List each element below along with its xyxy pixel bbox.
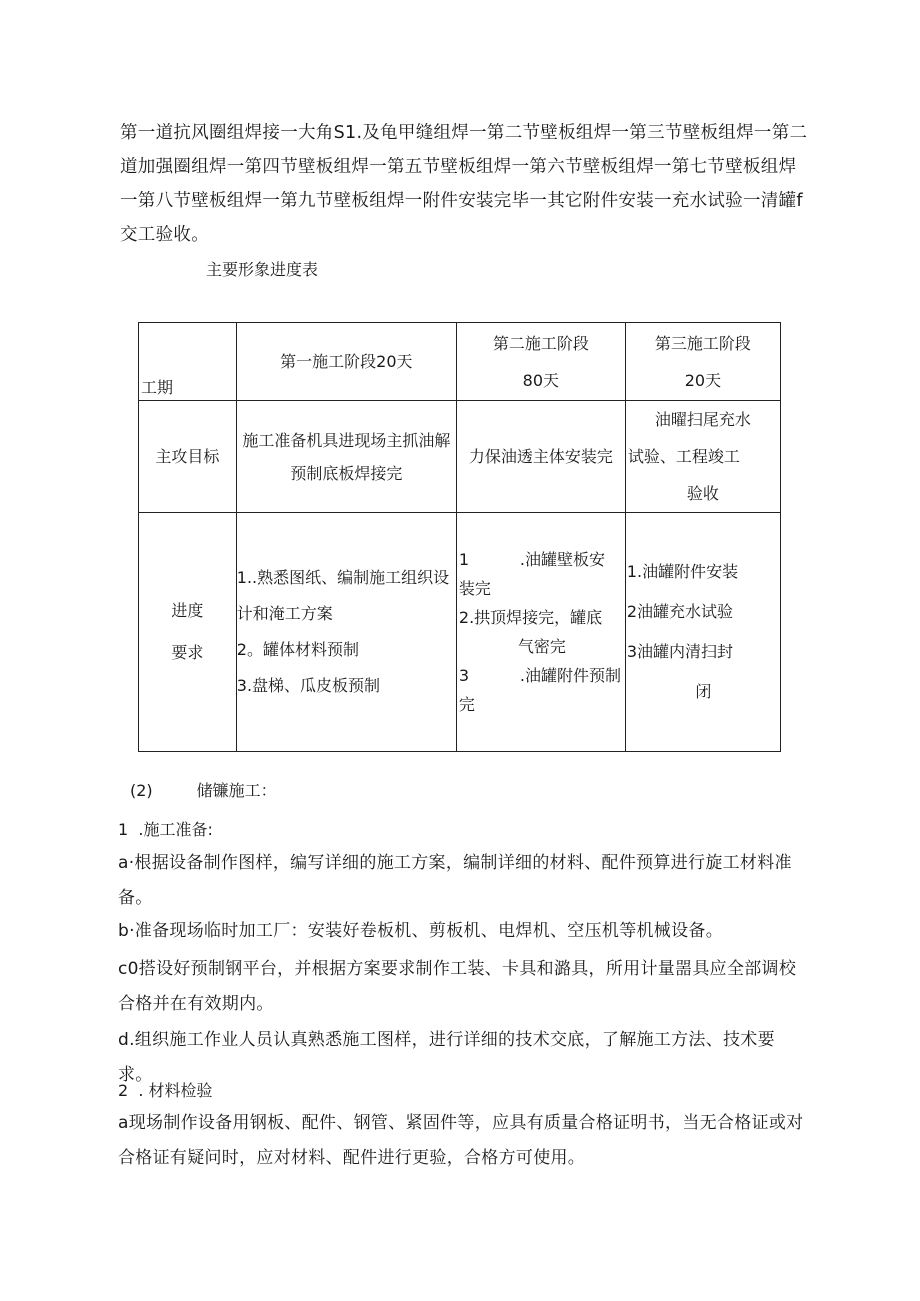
- goal-label-cell: [139, 401, 237, 513]
- goal-stage3-cell: [625, 401, 780, 513]
- header-stage2-days: 80天: [522, 370, 560, 390]
- paragraph-a: a·根据设备制作图样，编写详细的施工方案，编制详细的材料、配件预算进行旋工材料准备。: [118, 853, 792, 908]
- req-label-line2: 要求: [171, 643, 204, 662]
- goal-stage2-cell: [456, 401, 625, 513]
- section-number: (2): [130, 781, 153, 800]
- req-stage3-item: 1.油罐附件安装: [626, 562, 739, 581]
- goal-stage1-cell: [236, 401, 456, 513]
- section-title: 储镰施工：: [196, 781, 277, 800]
- header-stage1-label: 第一施工阶段20天: [280, 352, 413, 371]
- req-stage2-item: 1 .油罐壁板安: [458, 550, 606, 569]
- header-stage3-cell: [625, 323, 780, 401]
- req-label-cell: [139, 513, 237, 752]
- section-heading: [130, 778, 277, 801]
- goal-stage1-line2: 预制底板焊接完: [290, 463, 403, 483]
- req-stage2-item: 装完: [458, 579, 491, 598]
- table-goal-row: [139, 401, 781, 513]
- header-period-cell: [139, 323, 237, 401]
- goal-stage2-text: 力保油透主体安装完: [468, 447, 613, 466]
- header-stage3-title: 第三施工阶段: [654, 333, 751, 353]
- intro-paragraph: 第一道抗风圈组焊接一大角S1.及龟甲缝组焊一第二节壁板组焊一第三节壁板组焊一第二道加强圈组焊一第四节壁板组焊一第五节壁板组焊一第六节壁板组焊一第七节壁板组焊一第八节壁板组焊一第九节壁板组焊一附件安装完毕一其它附件安装一充水试验一清罐f交工验收。: [120, 123, 808, 245]
- goal-stage3-line2: 试验、工程竣工: [627, 447, 740, 466]
- goal-stage3-line3: 验收: [686, 484, 719, 503]
- req-stage2-item: 2.拱顶焊接完，罐底: [458, 608, 603, 627]
- goal-stage1-line1: 施工准备机具进现场主抓油解: [242, 430, 451, 450]
- subsection-prep-heading: 1 .施工准备:: [118, 820, 213, 839]
- req-stage1-item: 2。罐体材料预制: [236, 640, 359, 659]
- header-stage2-cell: [456, 323, 625, 401]
- subsection-material-heading: 2 . 材料检验: [118, 1081, 213, 1100]
- schedule-table: [138, 322, 781, 752]
- req-label-line1: 进度: [171, 601, 204, 620]
- header-period-label: 工期: [141, 378, 174, 397]
- req-stage2-cell: [456, 513, 625, 752]
- paragraph-d: d.组织施工作业人员认真熟悉施工图样，进行详细的技术交底，了解施工方法、技术要求。: [118, 1030, 775, 1085]
- header-stage1-cell: [236, 323, 456, 401]
- header-stage2-title: 第二施工阶段: [492, 333, 589, 353]
- req-stage1-cell: [236, 513, 456, 752]
- paragraph-b: b·准备现场临时加工厂：安装好卷板机、剪板机、电焊机、空压机等机械设备。: [118, 921, 723, 941]
- req-stage3-item: 3油罐内清扫封: [626, 642, 734, 661]
- req-stage1-item: 1..熟悉图纸、编制施工组织设: [236, 568, 450, 587]
- header-stage3-days: 20天: [684, 370, 722, 390]
- paragraph-e: a现场制作设备用钢板、配件、钢管、紧固件等，应具有质量合格证明书，当无合格证或对合格证有疑问时，应对材料、配件进行更验，合格方可使用。: [118, 1113, 804, 1168]
- req-stage2-item: 完: [458, 695, 475, 714]
- paragraph-c: c0搭设好预制钢平台，并根据方案要求制作工装、卡具和潞具，所用计量噐具应全部调校合格并在有效期内。: [118, 959, 797, 1014]
- table-title: 主要形象进度表: [206, 260, 319, 279]
- req-stage2-item: 气密完: [517, 637, 566, 656]
- table-requirements-row: [139, 513, 781, 752]
- goal-stage3-line1: 油曜扫尾充水: [654, 410, 751, 429]
- req-stage1-item: 计和淹工方案: [236, 604, 333, 623]
- req-stage2-item: 3 .油罐附件预制: [458, 666, 622, 685]
- req-stage1-item: 3.盘梯、瓜皮板预制: [236, 676, 381, 695]
- req-stage3-item: 2油罐充水试验: [626, 602, 734, 621]
- table-header-row: [139, 323, 781, 401]
- req-stage3-item: 闭: [695, 682, 712, 701]
- req-stage3-cell: [625, 513, 780, 752]
- goal-label: 主攻目标: [155, 447, 220, 466]
